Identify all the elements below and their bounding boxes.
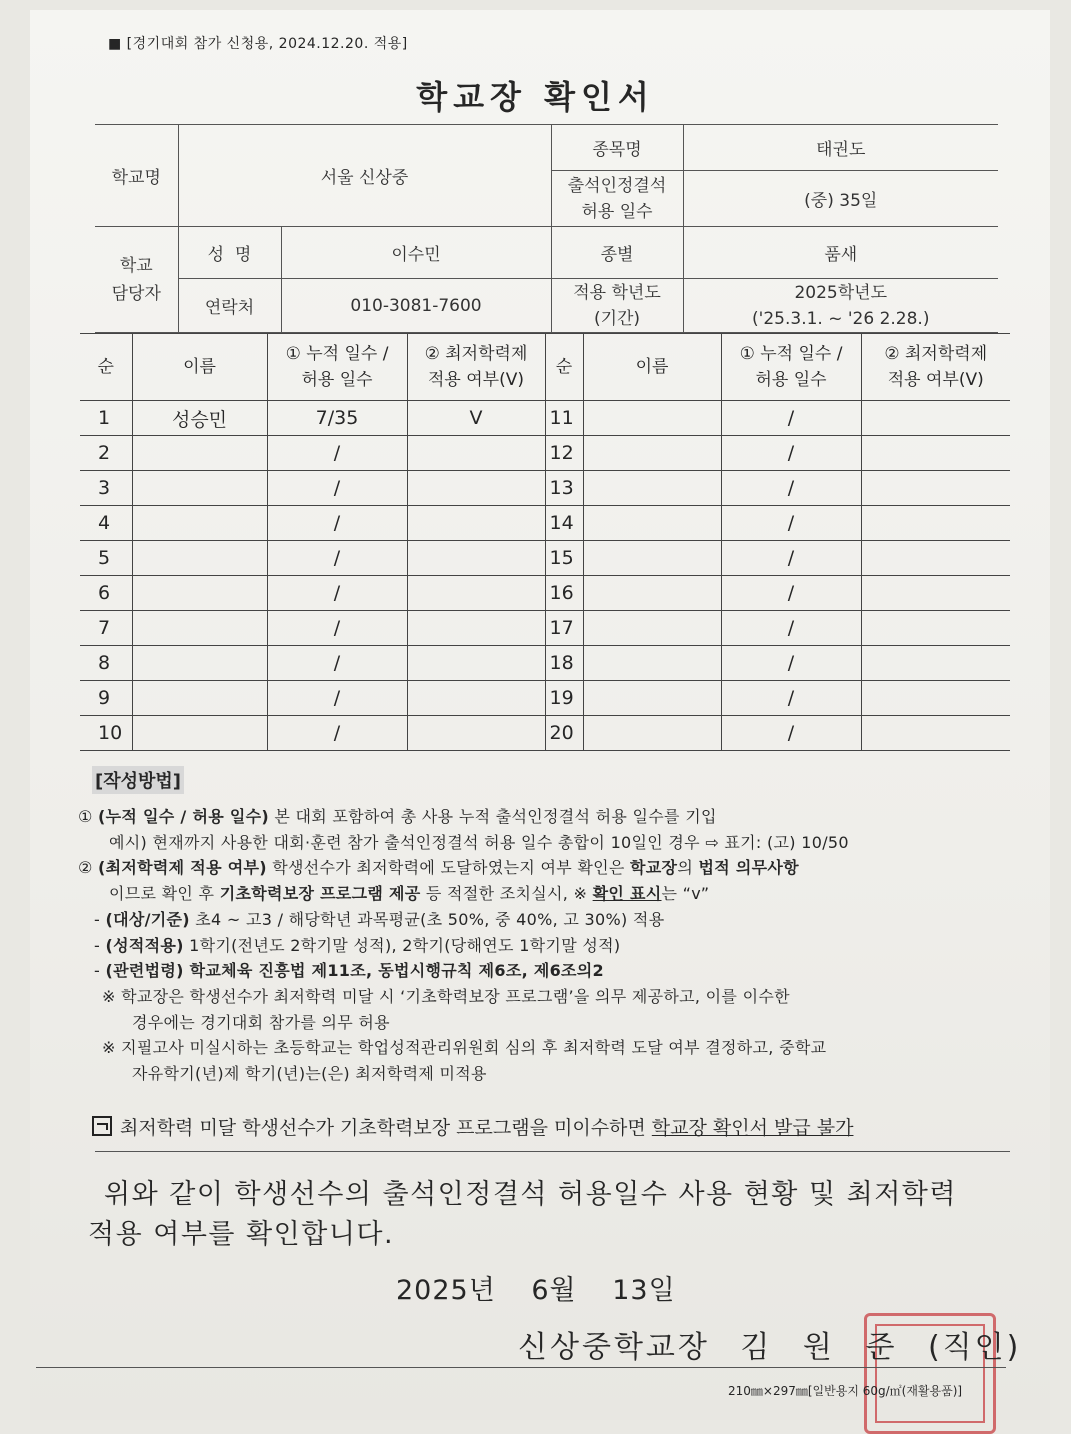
document-title: 학교장 확인서 <box>416 78 655 116</box>
cumulative-days: / <box>721 401 861 436</box>
min-academic-check <box>861 471 1010 506</box>
year-value-line1: 2025학년도 <box>794 282 888 303</box>
header-min-right-line2: 적용 여부(V) <box>887 370 984 390</box>
table-row <box>80 681 1010 716</box>
year-label-line2: (기간) <box>593 308 641 329</box>
cumulative-days: / <box>721 541 861 576</box>
remark-2: ※ 지필고사 미실시하는 초등학교는 학업성적관리위원회 심의 후 최저학력 도달 여부 결정하고, 중학교 <box>102 1038 827 1058</box>
table-row <box>80 506 1010 541</box>
detail-target-text: 초4 ~ 고3 / 해당학년 과목평균(초 50%, 중 40%, 고 30%) 적용 <box>189 909 665 929</box>
table-row <box>80 646 1010 681</box>
event-value: 태권도 <box>683 125 998 171</box>
paper-spec: 210㎜×297㎜[일반용지 60g/㎡(재활용품)] <box>728 1384 963 1398</box>
cumulative-days: / <box>267 646 407 681</box>
header-name-right: 이름 <box>583 334 721 401</box>
detail-grades: - (성적적용) 1학기(전년도 2학기말 성적), 2학기(당해연도 1학기말 성적) <box>94 935 621 955</box>
header-days-right-line2: 허용 일수 <box>755 370 827 390</box>
row-number: 13 <box>545 471 583 506</box>
note-2-text: 학생선수가 최저학력에 도달하였는지 여부 확인은 <box>266 858 631 878</box>
min-academic-check <box>407 541 545 576</box>
row-number: 3 <box>80 471 132 506</box>
info-table <box>95 124 998 333</box>
header-days <box>267 334 407 401</box>
student-name <box>583 471 721 506</box>
year-label-line1: 적용 학년도 <box>573 282 661 303</box>
student-name <box>132 506 267 541</box>
issue-date: 2025년 6월 13일 <box>396 1275 676 1306</box>
table-row <box>80 716 1010 751</box>
note-2-line2-a: 이므로 확인 후 <box>109 884 220 904</box>
contact-value: 010-3081-7600 <box>281 279 551 333</box>
manager-label-line1: 학교 <box>119 255 153 276</box>
detail-grades-text: 1학기(전년도 2학기말 성적), 2학기(당해연도 1학기말 성적) <box>183 935 621 955</box>
cumulative-days: / <box>721 506 861 541</box>
student-name <box>132 646 267 681</box>
student-name <box>132 716 267 751</box>
attendance-label-line1: 출석인정결석 <box>567 175 667 196</box>
min-academic-check <box>407 436 545 471</box>
cumulative-days: / <box>721 471 861 506</box>
confirmation-line1: 위와 같이 학생선수의 출석인정결석 허용일수 사용 현황 및 최저학력 <box>104 1179 957 1210</box>
row-number: 2 <box>80 436 132 471</box>
header-no: 순 <box>80 334 132 401</box>
min-academic-check <box>861 436 1010 471</box>
row-number: 19 <box>545 681 583 716</box>
type-label: 종별 <box>551 227 683 279</box>
event-label: 종목명 <box>551 125 683 171</box>
arrow-box-icon <box>92 1116 112 1136</box>
attendance-label <box>551 171 683 227</box>
note-2 <box>78 855 1018 881</box>
attendance-label-line2: 허용 일수 <box>581 201 653 222</box>
student-name <box>583 681 721 716</box>
min-academic-check <box>407 611 545 646</box>
row-number: 12 <box>545 436 583 471</box>
year-label <box>551 279 683 333</box>
method-title: [작성방법] <box>92 766 184 794</box>
row-number: 15 <box>545 541 583 576</box>
detail-law: - (관련법령) 학교체육 진흥법 제11조, 동법시행규칙 제6조, 제6조의2 <box>94 961 604 981</box>
manager-label <box>95 227 178 333</box>
note-2-line2-b: 등 적절한 조치실시, ※ <box>420 884 593 904</box>
cumulative-days: / <box>267 506 407 541</box>
form-header-note: ■ [경기대회 참가 신청용, 2024.12.20. 적용] <box>108 36 408 52</box>
contact-label: 연락처 <box>178 279 281 333</box>
cumulative-days: / <box>721 436 861 471</box>
note-1-example: 예시) 현재까지 사용한 대회·훈련 참가 출석인정결석 허용 일수 총합이 10일인 경우 ⇨ 표기: (고) 10/50 <box>109 832 849 852</box>
row-number: 4 <box>80 506 132 541</box>
student-name <box>132 436 267 471</box>
remark-1: ※ 학교장은 학생선수가 최저학력 미달 시 ‘기초학력보장 프로그램’을 의무 제공하고, 이를 이수한 <box>102 986 790 1006</box>
row-number: 17 <box>545 611 583 646</box>
cumulative-days: / <box>267 681 407 716</box>
note-2-check-mark: 확인 표시 <box>592 884 662 904</box>
remark-2-cont: 자유학기(년)제 학기(년)는(은) 최저학력제 미적용 <box>132 1064 487 1084</box>
note-1-heading: (누적 일수 / 허용 일수) <box>98 807 269 826</box>
row-number: 10 <box>80 716 132 751</box>
detail-law-heading: (관련법령) <box>105 961 184 981</box>
cumulative-days: / <box>721 576 861 611</box>
student-name <box>132 611 267 646</box>
row-number: 20 <box>545 716 583 751</box>
detail-law-text: 학교체육 진흥법 제11조, 동법시행규칙 제6조, 제6조의2 <box>183 961 604 981</box>
confirmation-statement <box>88 1175 1008 1255</box>
header-days-line2: 허용 일수 <box>301 370 373 390</box>
note-2-mark: ② <box>78 858 93 878</box>
note-2-line2-c: 는 “v” <box>661 884 710 904</box>
school-name-label: 학교명 <box>95 125 178 227</box>
cumulative-days: / <box>721 646 861 681</box>
table-row <box>80 611 1010 646</box>
attendance-value: (중) 35일 <box>683 171 998 227</box>
signer: 신상중학교장 김 원 준 (직인) <box>518 1330 1022 1365</box>
note-2-heading: (최저학력제 적용 여부) <box>98 858 267 878</box>
confirmation-line2: 적용 여부를 확인합니다. <box>88 1219 395 1250</box>
student-name <box>583 611 721 646</box>
table-row <box>80 576 1010 611</box>
student-name <box>583 401 721 436</box>
student-name <box>132 471 267 506</box>
name-label: 성 명 <box>178 227 281 279</box>
header-min-academic-right <box>861 334 1010 401</box>
note-2-line2 <box>78 881 1018 907</box>
min-academic-check <box>861 646 1010 681</box>
row-number: 11 <box>545 401 583 436</box>
header-min-academic <box>407 334 545 401</box>
student-name <box>583 541 721 576</box>
note-2-legal-duty: 법적 의무사항 <box>698 858 799 878</box>
row-number: 16 <box>545 576 583 611</box>
header-days-line1: ① 누적 일수 / <box>285 344 389 364</box>
row-number: 1 <box>80 401 132 436</box>
note-2-program: 기초학력보장 프로그램 제공 <box>219 884 421 904</box>
student-name <box>583 506 721 541</box>
min-academic-check: V <box>407 401 545 436</box>
table-row <box>80 401 1010 436</box>
min-academic-check <box>861 541 1010 576</box>
cumulative-days: / <box>267 716 407 751</box>
row-number: 14 <box>545 506 583 541</box>
min-academic-check <box>407 576 545 611</box>
min-academic-check <box>861 576 1010 611</box>
table-row <box>80 541 1010 576</box>
school-name-value: 서울 신상중 <box>178 125 551 227</box>
header-days-right <box>721 334 861 401</box>
note-2-text2: 의 <box>677 858 699 878</box>
method-notes <box>78 804 1018 1087</box>
header-name: 이름 <box>132 334 267 401</box>
header-min-line1: ② 최저학력제 <box>424 344 528 364</box>
table-row <box>80 436 1010 471</box>
row-number: 5 <box>80 541 132 576</box>
table-header-row <box>80 334 1010 401</box>
row-number: 8 <box>80 646 132 681</box>
min-academic-check <box>861 681 1010 716</box>
year-value-line2: ('25.3.1. ~ '26 2.28.) <box>752 308 930 329</box>
cumulative-days: / <box>267 541 407 576</box>
detail-target-heading: (대상/기준) <box>105 909 190 929</box>
cumulative-days: / <box>267 436 407 471</box>
detail-target: - (대상/기준) 초4 ~ 고3 / 해당학년 과목평균(초 50%, 중 40%, 고 30%) 적용 <box>94 909 665 929</box>
cumulative-days: / <box>721 716 861 751</box>
header-min-line2: 적용 여부(V) <box>428 370 524 390</box>
warning-text: 최저학력 미달 학생선수가 기초학력보장 프로그램을 미이수하면 <box>120 1117 652 1139</box>
min-academic-check <box>407 716 545 751</box>
min-academic-check <box>861 716 1010 751</box>
detail-grades-heading: (성적적용) <box>105 935 184 955</box>
min-academic-check <box>407 681 545 716</box>
min-academic-check <box>861 611 1010 646</box>
note-1 <box>78 804 1018 830</box>
student-name: 성승민 <box>132 401 267 436</box>
student-name <box>583 646 721 681</box>
student-name <box>132 541 267 576</box>
cumulative-days: / <box>721 681 861 716</box>
cumulative-days: / <box>267 471 407 506</box>
cumulative-days: 7/35 <box>267 401 407 436</box>
manager-name-value: 이수민 <box>281 227 551 279</box>
row-number: 7 <box>80 611 132 646</box>
student-rows <box>80 401 1010 751</box>
student-name <box>132 576 267 611</box>
remark-1-cont: 경우에는 경기대회 참가를 의무 허용 <box>132 1012 390 1032</box>
student-name <box>583 716 721 751</box>
table-row <box>80 471 1010 506</box>
note-1-text: 본 대회 포함하여 총 사용 누적 출석인정결석 허용 일수를 기입 <box>268 807 717 826</box>
student-name <box>583 576 721 611</box>
student-name <box>583 436 721 471</box>
warning-underlined: 학교장 확인서 발급 불가 <box>651 1117 854 1139</box>
cumulative-days: / <box>267 611 407 646</box>
row-number: 9 <box>80 681 132 716</box>
divider <box>95 1151 1010 1152</box>
student-table <box>80 333 1010 751</box>
type-value: 품새 <box>683 227 998 279</box>
note-1-mark: ① <box>78 807 93 826</box>
header-days-right-line1: ① 누적 일수 / <box>739 344 843 364</box>
note-2-principal: 학교장 <box>630 858 678 878</box>
min-academic-check <box>407 471 545 506</box>
warning-line <box>92 1113 853 1140</box>
bottom-divider <box>36 1367 1006 1368</box>
header-min-right-line1: ② 최저학력제 <box>884 344 988 364</box>
manager-label-line2: 담당자 <box>111 283 161 304</box>
row-number: 18 <box>545 646 583 681</box>
min-academic-check <box>861 401 1010 436</box>
student-name <box>132 681 267 716</box>
cumulative-days: / <box>267 576 407 611</box>
min-academic-check <box>407 646 545 681</box>
header-no-right: 순 <box>545 334 583 401</box>
year-value <box>683 279 998 333</box>
min-academic-check <box>407 506 545 541</box>
min-academic-check <box>861 506 1010 541</box>
cumulative-days: / <box>721 611 861 646</box>
row-number: 6 <box>80 576 132 611</box>
